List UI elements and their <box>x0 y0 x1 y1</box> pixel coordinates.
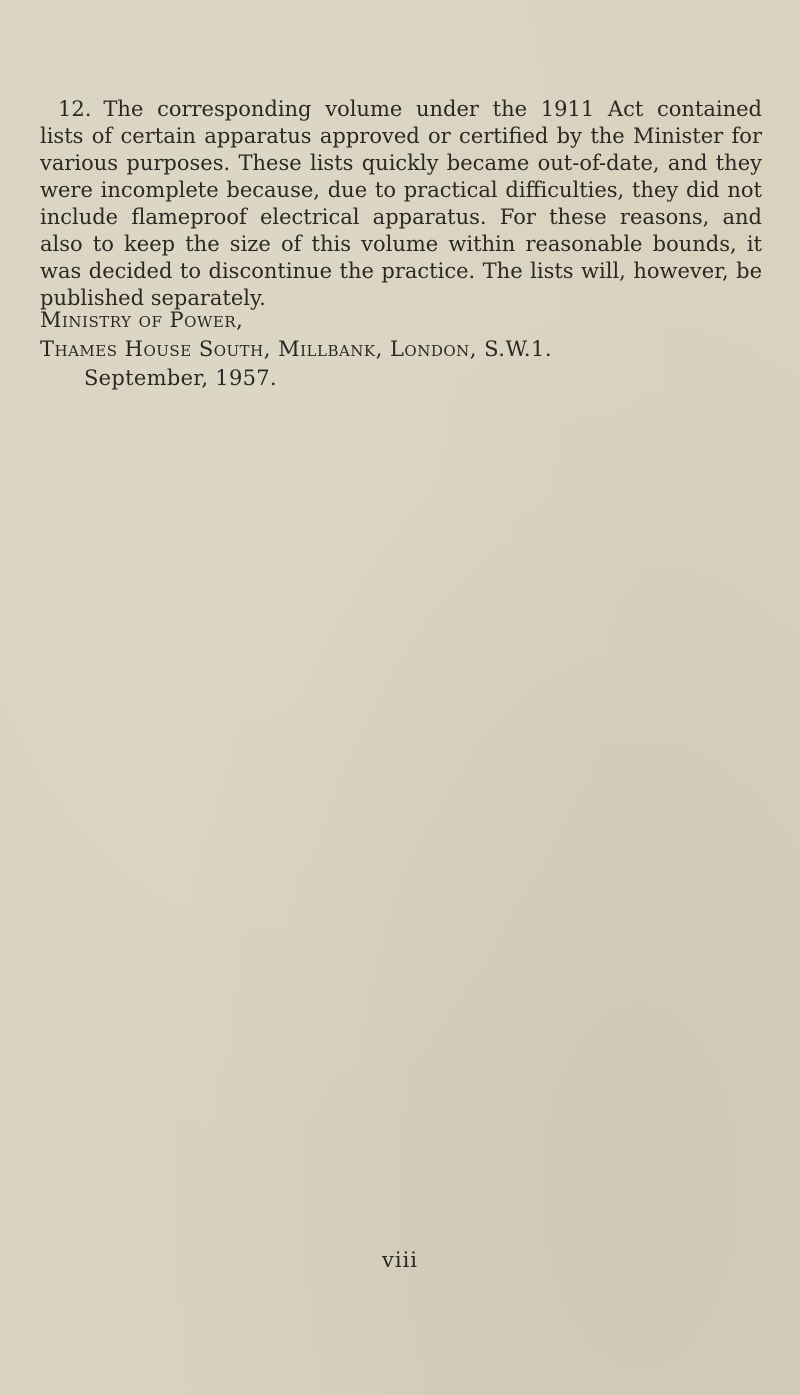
page-number: viii <box>381 1248 418 1272</box>
paragraph-12 <box>40 96 762 312</box>
publication-date: September, 1957. <box>84 366 277 390</box>
signature-address <box>40 306 762 393</box>
ministry-name: Ministry of Power, <box>40 308 244 332</box>
paragraph-text: The corresponding volume under the 1911 Act contained lists of certain apparatus approved or certified by the Minister for various purposes. These lists quickly became out-of-date, and they were incomplete because, due to practical difficulties, they did not include flameproof electrical apparatus. For these reasons, and also to keep the size of this volume within reasonable bounds, it was decided to discontinue the practice. The lists will, however, be published separately. <box>40 97 762 310</box>
paragraph-number: 12. <box>58 97 92 121</box>
office-address: Thames House South, Millbank, London, S.W.1. <box>40 337 553 361</box>
